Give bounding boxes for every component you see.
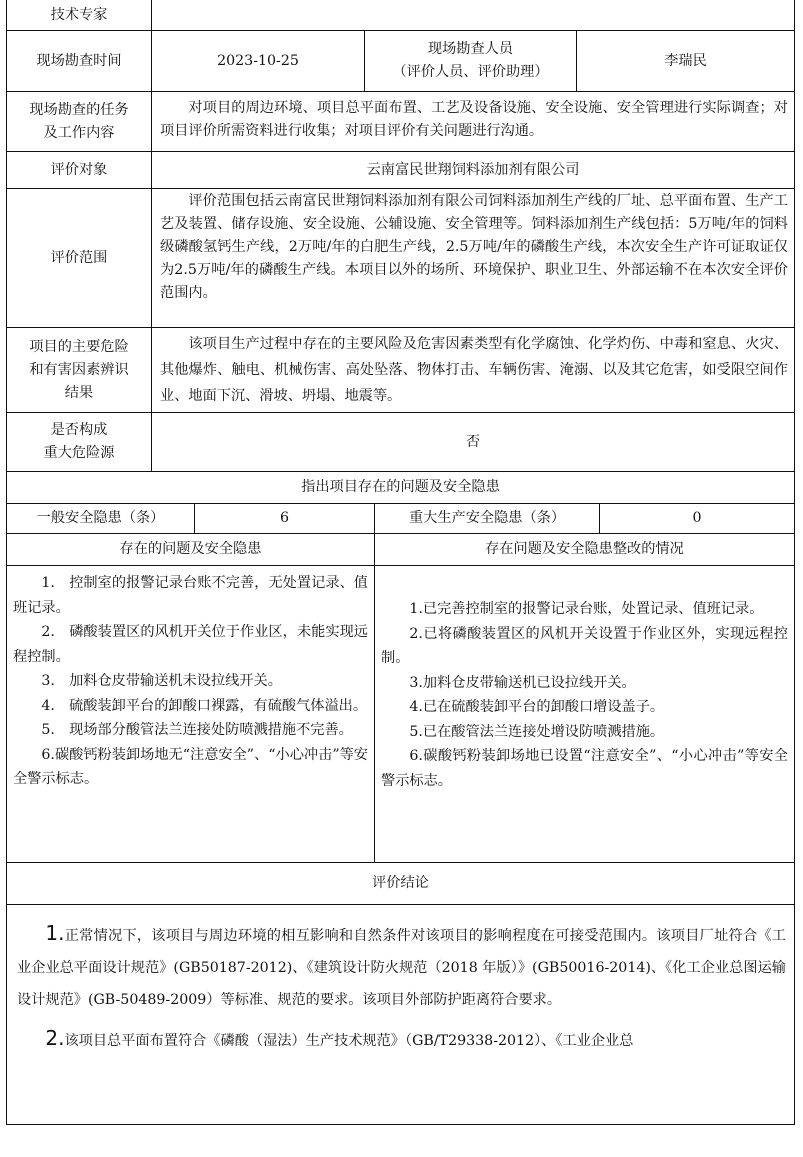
hazard-label-line2: 和有害因素辨识 <box>29 361 129 378</box>
conclusion-paragraph-2 <box>17 1022 786 1057</box>
survey-staff-sub: （评价人员、评价助理） <box>392 64 549 80</box>
problems-header: 存在的问题及安全隐患 <box>119 541 262 557</box>
survey-time-label: 现场勘查时间 <box>36 52 122 69</box>
rectify-header: 存在问题及安全隐患整改的情况 <box>485 541 684 557</box>
list-item: 1. 控制室的报警记录台账不完善，无处置记录、值班记录。 <box>13 575 368 616</box>
major-source-label-line1: 是否构成 <box>50 422 108 438</box>
list-item: 1.已完善控制室的报警记录台账，处置记录、值班记录。 <box>409 601 764 617</box>
table-border-bottom <box>6 1124 795 1125</box>
table-border-right <box>794 0 795 1125</box>
paragraph-text: 正常情况下，该项目与周边环境的相互影响和自然条件对该项目的影响程度在可接受范围内。该项目厂址符合《工业企业总平面设计规范》(GB50187-2012)、《建筑设计防火规范（2018 年版）》(GB50016-2014)、《化工企业总图运输设计规范》(GB-50489-2009）等标准、规范的要求。该项目外部防护距离符合要求。 <box>17 928 786 1008</box>
major-source-value: 否 <box>465 433 481 450</box>
list-item: 6.碳酸钙粉装卸场地无“注意安全”、“小心冲击”等安全警示标志。 <box>13 746 368 787</box>
hazard-label-line3: 结果 <box>64 384 94 401</box>
major-source-label-line2: 重大危险源 <box>43 445 115 461</box>
list-item: 6.碳酸钙粉装卸场地已设置“注意安全”、“小心冲击”等安全警示标志。 <box>381 748 788 789</box>
conclusion-body <box>7 905 794 1124</box>
expert-label: 技术专家 <box>50 6 108 23</box>
paragraph-text: 该项目总平面布置符合《磷酸（湿法）生产技术规范》（GB/T29338-2012）、《工业企业总 <box>64 1033 634 1049</box>
task-label-line2: 及工作内容 <box>43 124 115 141</box>
list-item: 4.已在硫酸装卸平台的卸酸口增设盖子。 <box>409 699 665 715</box>
object-value: 云南富民世翔饲料添加剂有限公司 <box>366 161 580 178</box>
scope-text: 评价范围包括云南富民世翔饲料添加剂有限公司饲料添加剂生产线的厂址、总平面布置、生产工艺及装置、储存设施、安全设施、公辅设施、安全管理等。饲料添加剂生产线包括：5万吨/年的饲料级磷酸氢钙生产线，2万吨/年的白肥生产线，2.5万吨/年的磷酸生产线，本次安全生产许可证取证仅为2.5万吨/年的磷酸生产线。本项目以外的场所、环境保护、职业卫生、外部运输不在本次安全评价范围内。 <box>160 193 788 301</box>
major-hazard-label: 重大生产安全隐患（条） <box>408 510 566 526</box>
list-item: 5. 现场部分酸管法兰连接处防喷溅措施不完善。 <box>41 722 353 738</box>
conclusion-paragraph-1 <box>17 917 786 1016</box>
paragraph-number: 2. <box>45 1026 65 1050</box>
major-hazard-count: 0 <box>692 510 702 526</box>
object-label: 评价对象 <box>50 161 108 178</box>
hazard-label-line1: 项目的主要危险 <box>29 338 129 355</box>
task-label-line1: 现场勘查的任务 <box>29 101 129 118</box>
list-item: 4. 硫酸装卸平台的卸酸口裸露，有硫酸气体溢出。 <box>41 697 368 714</box>
task-text: 对项目的周边环境、项目总平面布置、工艺及设备设施、安全设施、安全管理进行实际调查；对项目评价所需资料进行收集；对项目评价有关问题进行沟通。 <box>160 100 788 139</box>
list-item: 3.加料仓皮带输送机已设拉线开关。 <box>409 674 636 691</box>
issues-header: 指出项目存在的问题及安全隐患 <box>301 479 500 495</box>
general-hazard-label: 一般安全隐患（条） <box>36 510 165 526</box>
list-item: 2. 磷酸装置区的风机开关位于作业区，未能实现远程控制。 <box>13 624 368 665</box>
hazard-text: 该项目生产过程中存在的主要风险及危害因素类型有化学腐蚀、化学灼伤、中毒和窒息、火灾、其他爆炸、触电、机械伤害、高处坠落、物体打击、车辆伤害、淹溺、以及其它危害，如受限空间作业、地面下沉、滑坡、坍塌、地震等。 <box>160 336 788 404</box>
survey-staff-label: 现场勘查人员 <box>427 41 514 57</box>
scope-label: 评价范围 <box>50 249 108 266</box>
problems-list <box>7 566 374 862</box>
list-item: 3. 加料仓皮带输送机未设拉线开关。 <box>41 673 282 689</box>
general-hazard-count: 6 <box>279 510 290 526</box>
survey-time-value: 2023-10-25 <box>217 52 299 69</box>
survey-staff-value: 李瑞民 <box>664 52 707 69</box>
list-item: 5.已在酸管法兰连接处增设防喷溅措施。 <box>409 723 665 740</box>
conclusion-header: 评价结论 <box>372 875 429 891</box>
paragraph-number: 1. <box>45 921 65 945</box>
rectifications-list <box>375 566 794 862</box>
list-item: 2.已将磷酸装置区的风机开关设置于作业区外，实现远程控制。 <box>381 625 788 666</box>
